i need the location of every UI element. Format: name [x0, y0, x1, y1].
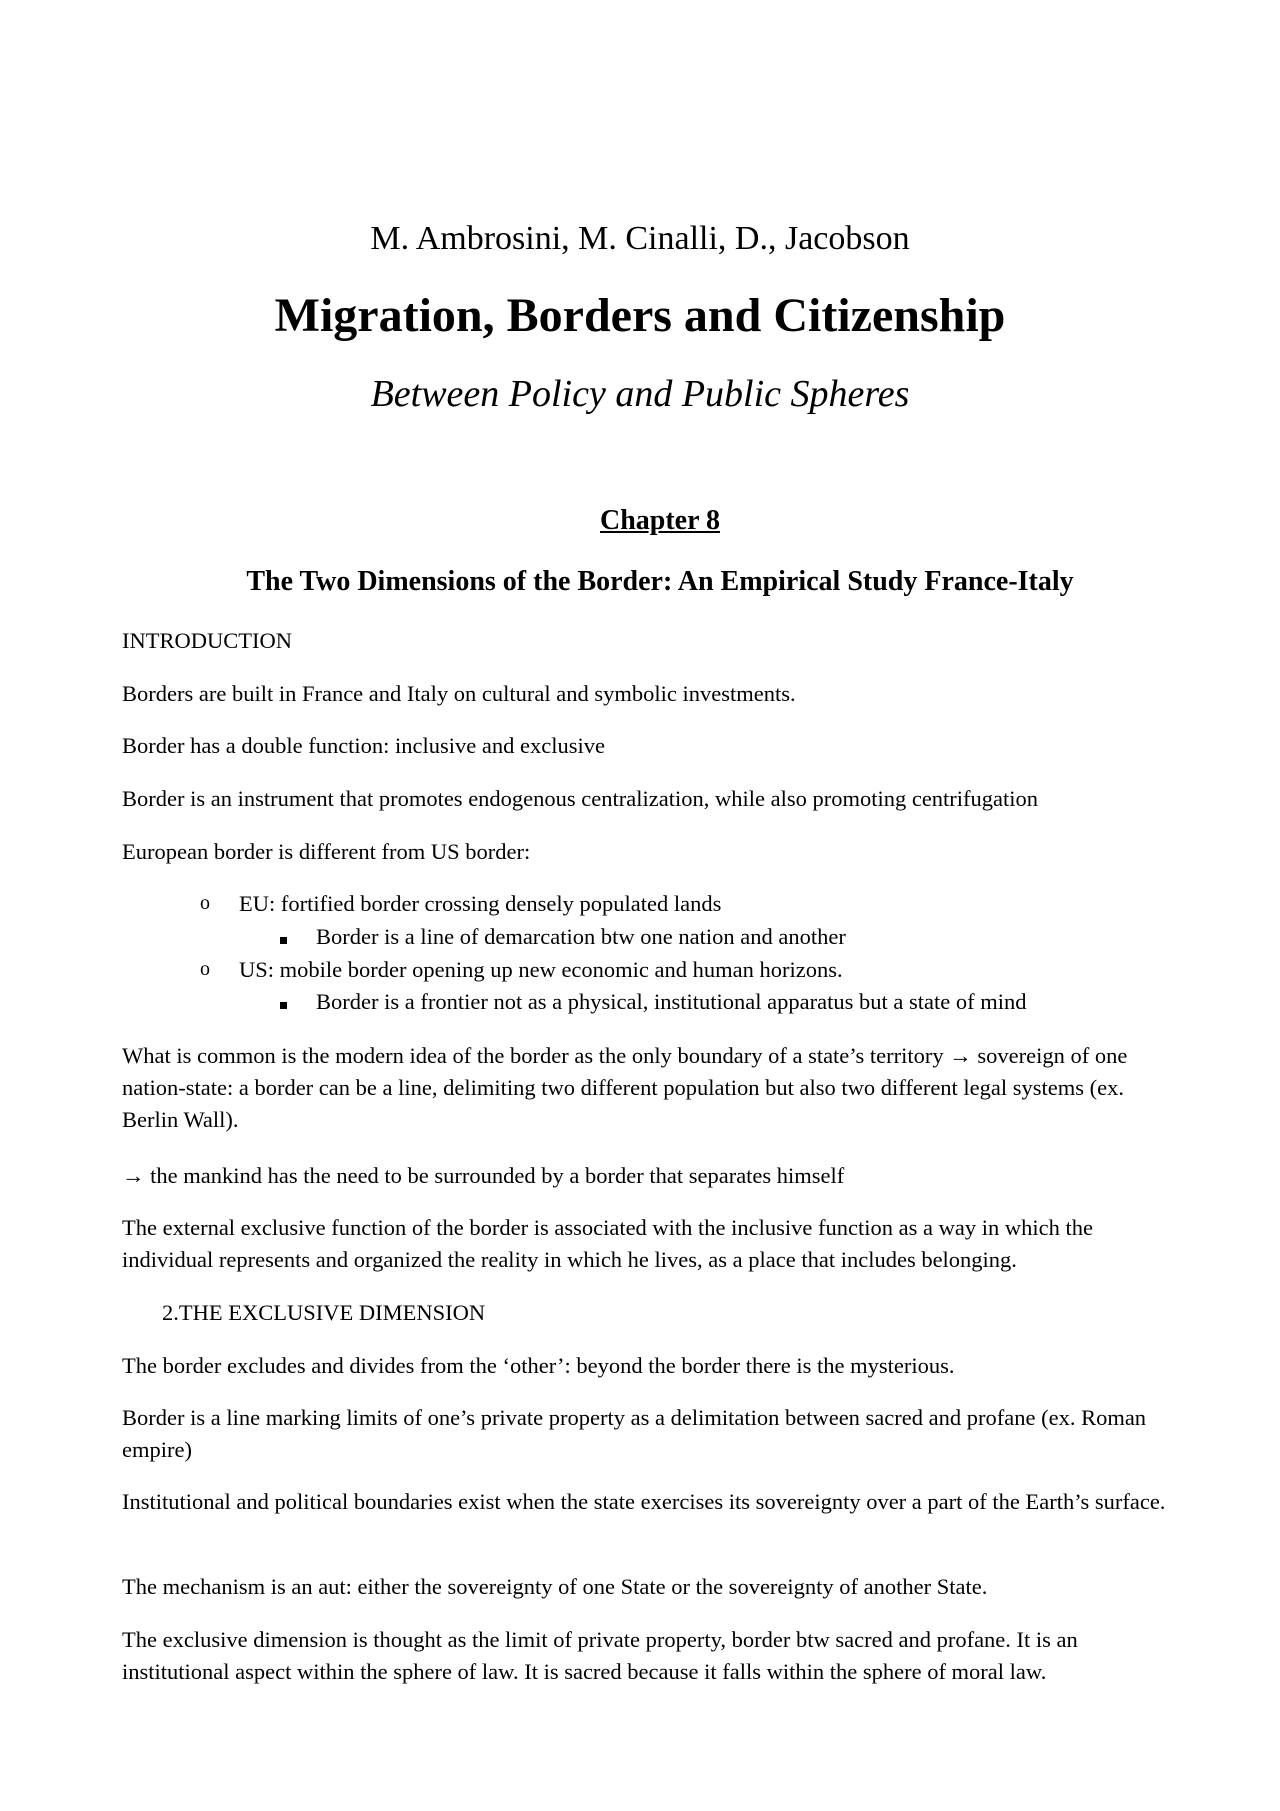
list-item-us: US: mobile border opening up new economic and human horizons. [239, 957, 843, 982]
paragraph: European border is different from US border: [122, 839, 531, 864]
paragraph: The border excludes and divides from the ‘other’: beyond the border there is the mysterious. [122, 1353, 955, 1378]
paragraph: The mechanism is an aut: either the sovereignty of one State or the sovereignty of another State. [122, 1574, 988, 1599]
bullet-marker: o [200, 958, 210, 980]
paragraph: The exclusive dimension is thought as the limit of private property, border btw sacred and profane. It is an institutional aspect within the sphere of law. It is sacred because it falls within the sphere of moral law. [122, 1627, 1078, 1684]
chapter-label: Chapter 8 [599, 505, 721, 536]
paragraph: The external exclusive function of the border is associated with the inclusive function as a way in which the individual represents and organized the reality in which he lives, as a place that includes belonging. [122, 1215, 1093, 1272]
bullet-marker: o [200, 892, 210, 914]
authors-line: M. Ambrosini, M. Cinalli, D., Jacobson [370, 220, 910, 257]
list-item-eu: EU: fortified border crossing densely populated lands [239, 891, 722, 916]
paragraph: Border has a double function: inclusive and exclusive [122, 733, 605, 758]
book-subtitle: Between Policy and Public Spheres [370, 373, 910, 415]
section-heading-exclusive: 2.THE EXCLUSIVE DIMENSION [162, 1300, 486, 1325]
list-subitem-eu: Border is a line of demarcation btw one nation and another [316, 924, 846, 949]
paragraph: → the mankind has the need to be surrounded by a border that separates himself [122, 1163, 845, 1188]
paragraph: What is common is the modern idea of the border as the only boundary of a state’s territory → sovereign of one nation-state: a border can be a line, delimiting two different population but also two different legal systems (ex. Berlin Wall). [122, 1043, 1128, 1132]
paragraph: Borders are built in France and Italy on cultural and symbolic investments. [122, 681, 796, 706]
paragraph: Institutional and political boundaries exist when the state exercises its sovereignty over a part of the Earth’s surface. [122, 1489, 1166, 1514]
paragraph: Border is a line marking limits of one’s private property as a delimitation between sacred and profane (ex. Roman empire) [122, 1405, 1147, 1462]
chapter-title: The Two Dimensions of the Border: An Empirical Study France-Italy [246, 566, 1074, 597]
square-bullet-icon [280, 937, 287, 944]
book-title: Migration, Borders and Citizenship [274, 289, 1006, 342]
square-bullet-icon [280, 1002, 287, 1009]
paragraph: Border is an instrument that promotes endogenous centralization, while also promoting centrifugation [122, 786, 1039, 811]
section-heading-introduction: INTRODUCTION [122, 628, 292, 653]
list-subitem-us: Border is a frontier not as a physical, institutional apparatus but a state of mind [316, 989, 1027, 1014]
